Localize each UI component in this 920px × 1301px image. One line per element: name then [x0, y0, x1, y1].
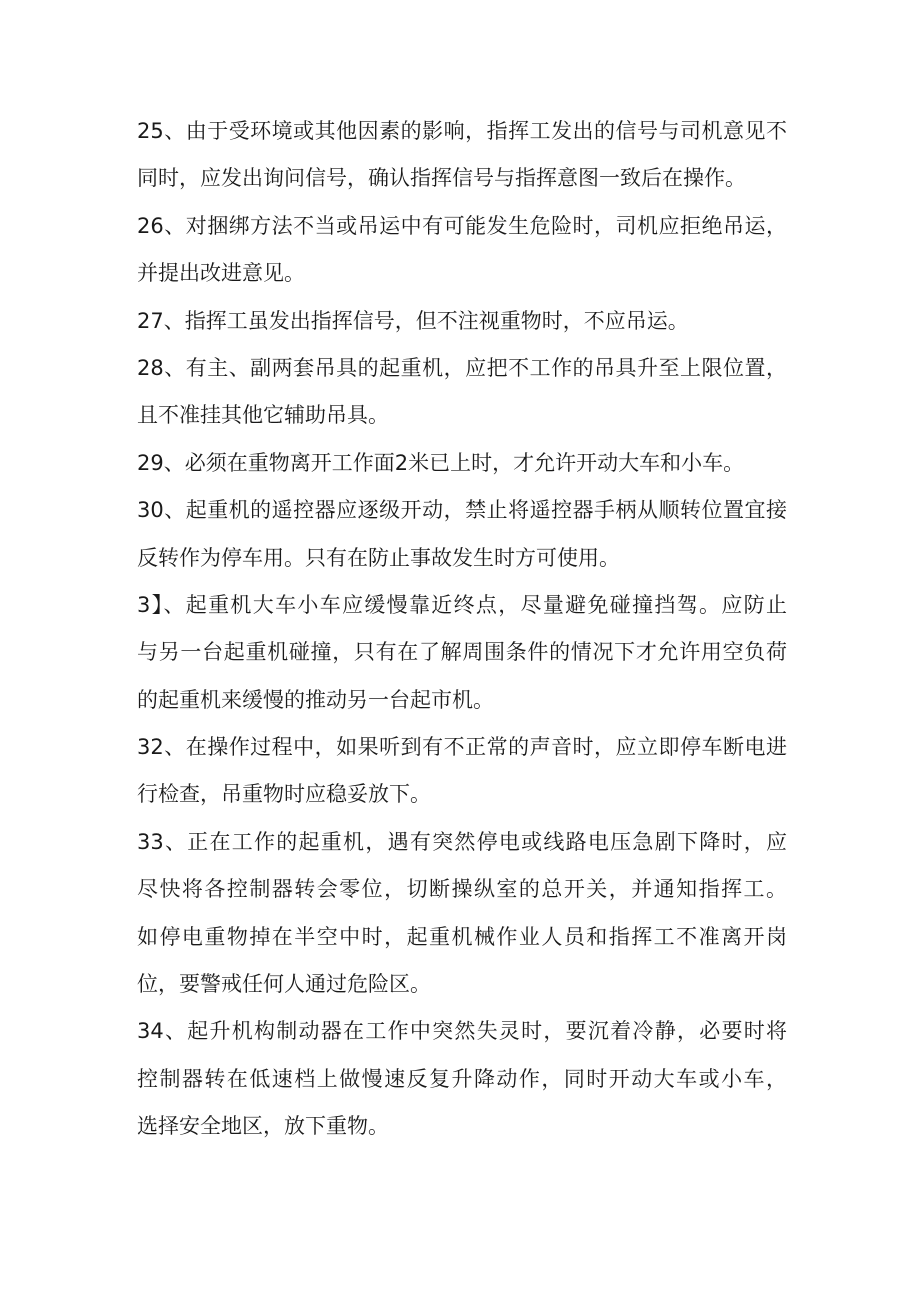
text-line: 控制器转在低速档上做慢速反复升降动作，同时开动大车或小车， — [137, 1066, 787, 1091]
text-line: 与另一台起重机碰撞，只有在了解周围条件的情况下才允许用空负荷 — [137, 640, 787, 665]
text-line: 的起重机来缓慢的推动另一台起市机。 — [137, 687, 494, 712]
text-line: 28、有主、副两套吊具的起重机，应把不工作的吊具升至上限位置， — [137, 355, 787, 380]
text-line: 32、在操作过程中，如果听到有不正常的声音时，应立即停车断电进 — [137, 735, 787, 760]
text-line: 并提出改进意见。 — [137, 261, 305, 286]
document-body — [137, 108, 787, 1151]
text-line: 反转作为停车用。只有在防止事故发生时方可使用。 — [137, 545, 620, 570]
text-line: 且不准挂其他它辅助吊具。 — [137, 403, 389, 428]
text-line: 3】、起重机大车小车应缓慢靠近终点，尽量避免碰撞挡驾。应防止 — [137, 592, 787, 617]
text-line: 30、起重机的遥控器应逐级开动，禁止将遥控器手柄从顺转位置宜接 — [137, 498, 787, 523]
text-line: 选择安全地区，放下重物。 — [137, 1114, 389, 1139]
text-line: 尽快将各控制器转会零位，切断操纵室的总开关，并通知指挥工。 — [137, 877, 787, 902]
text-line: 位，要警戒任何人通过危险区。 — [137, 972, 431, 997]
text-line: 同时，应发出询问信号，确认指挥信号与指挥意图一致后在操作。 — [137, 166, 746, 191]
text-line: 25、由于受环境或其他因素的影响，指挥工发出的信号与司机意见不 — [137, 119, 787, 143]
text-line: 如停电重物掉在半空中时，起重机械作业人员和指挥工不准离开岗 — [137, 924, 787, 949]
text-line: 27、指挥工虽发出指挥信号，但不注视重物时，不应吊运。 — [137, 308, 689, 333]
text-line: 29、必须在重物离开工作面2米已上时，才允许开动大车和小车。 — [137, 450, 745, 475]
text-line: 26、对捆绑方法不当或吊运中有可能发生危险时，司机应拒绝吊运， — [137, 213, 787, 238]
text-line: 34、起升机构制动器在工作中突然失灵时，要沉着冷静，必要时将 — [137, 1019, 787, 1044]
text-line: 33、正在工作的起重机，遇有突然停电或线路电压急剧下降时，应 — [137, 829, 787, 854]
text-line: 行检查，吊重物时应稳妥放下。 — [137, 782, 431, 807]
